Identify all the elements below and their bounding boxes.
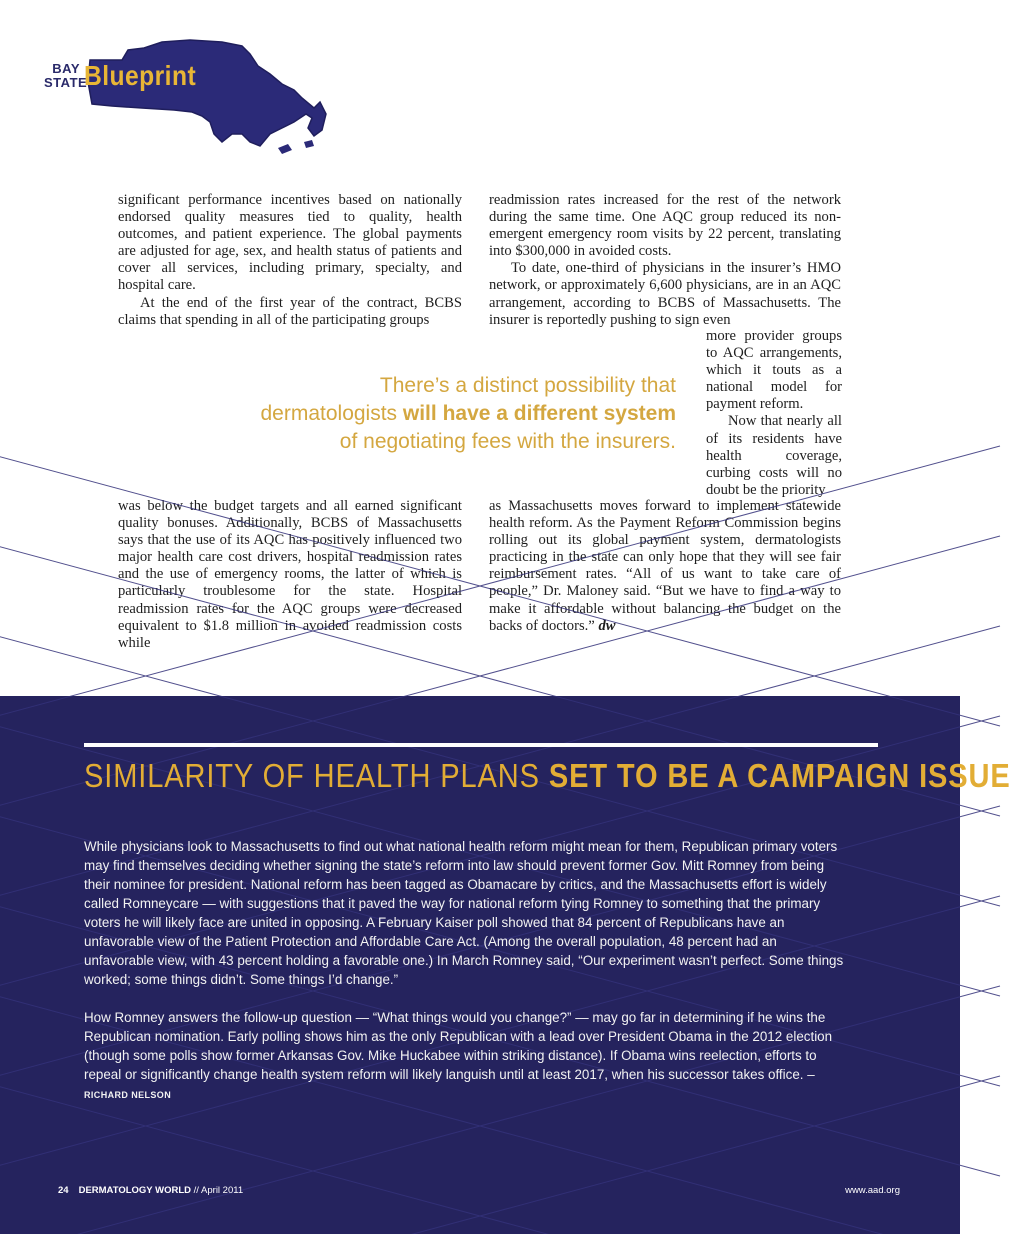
pull-quote: There’s a distinct possibility that dermatologists will have a different system of negotiating fees with the insurers. [260, 374, 676, 453]
paragraph: as Massachusetts moves forward to implement statewide health reform. As the Payment Reform Commission begins rolling out its global payment system, dermatologists practicing in the state can only hope that they will see fair reimbursement rates. “All of us want to take care of people,” Dr. Maloney said. “But we have to find a way to make it affordable without balancing the budget on the backs of doctors.” dw [489, 498, 841, 634]
logo-blueprint-text: Blueprint [84, 60, 197, 91]
paragraph: more provider groups to AQC arrangements, which it touts as a national model for payment reform. [706, 328, 842, 413]
bay-state-blueprint-logo [44, 38, 294, 158]
footer [58, 1185, 243, 1196]
article-column-right-narrow [706, 328, 842, 499]
sidebar-title: SIMILARITY OF HEALTH PLANS SET TO BE A CAMPAIGN ISSUE [84, 757, 1011, 794]
paragraph: At the end of the first year of the contract, BCBS claims that spending in all of the participating groups [118, 294, 462, 328]
article-column-right-bottom [489, 498, 841, 635]
sidebar-body [84, 837, 844, 1124]
article-column-left-top [118, 192, 462, 329]
magazine-name: DERMATOLOGY WORLD [78, 1185, 191, 1196]
title-rule [84, 743, 878, 747]
author-signature: dw [598, 617, 616, 634]
campaign-issue-sidebar [0, 696, 1011, 1234]
paragraph: While physicians look to Massachusetts to find out what national health reform might mean for them, Republican primary voters may find themselves deciding whether signing the state’s reform into law should prevent former Gov. Mitt Romney from being their nominee for president. National reform has been tagged as Obamacare by critics, and the Massachusetts effort is widely called Romneycare — with suggestions that it paved the way for national reform tying Romney to something that the primary voters he will likely face are united in opposing. A February Kaiser poll showed that 84 percent of Republicans have an unfavorable view of the Patient Protection and Affordable Care Act. (Among the overall population, 48 percent had an unfavorable view, with 43 percent holding a favorable one.) In March Romney said, “Our experiment wasn’t perfect. Some things worked; some things didn’t. Some things I’d change.” [84, 839, 844, 987]
paragraph: To date, one-third of physicians in the insurer’s HMO network, or approximately 6,600 physicians, are in an AQC arrangement, according to BCBS of Massachusetts. The insurer is reportedly pushing to sign even [489, 260, 841, 328]
sidebar-author: RICHARD NELSON [84, 1090, 172, 1100]
paragraph: readmission rates increased for the rest of the network during the same time. One AQC group reduced its non-emergent emergency room visits by 22 percent, translating into $300,000 in avoided costs. [489, 192, 841, 260]
article-column-right-top [489, 192, 841, 329]
page-number: 24 [58, 1185, 69, 1196]
footer-url[interactable]: www.aad.org [845, 1185, 900, 1196]
issue-date: // April 2011 [191, 1185, 244, 1196]
massachusetts-map-icon [82, 38, 332, 158]
paragraph: was below the budget targets and all earned significant quality bonuses. Additionally, BCBS of Massachusetts says that the use of its AQC has positively influenced two major health care cost drivers, hospital readmission rates and the use of emergency rooms, the latter of which is particularly troublesome for the state. Hospital readmission rates for the AQC groups were decreased equivalent to $1.8 million in avoided readmission costs while [118, 498, 462, 651]
logo-bay-state-text: BAY STATE [44, 61, 88, 90]
article-column-left-bottom [118, 498, 462, 652]
paragraph: Now that nearly all of its residents have health coverage, curbing costs will no doubt be the priority [706, 413, 842, 498]
paragraph: How Romney answers the follow-up question — “What things would you change?” — may go far in determining if he wins the Republican nomination. Early polling shows him as the only Republican with a lead over President Obama in the 2012 election (though some polls show former Arkansas Gov. Mike Huckabee within striking distance). If Obama wins reelection, efforts to repeal or significantly change health system reform will likely languish until at least 2017, when his successor takes office. – RICHARD NELSON [84, 1010, 833, 1100]
paragraph: significant performance incentives based on nationally endorsed quality measures tied to quality, health outcomes, and patient experience. The global payments are adjusted for age, sex, and health status of patients and cover all services, including primary, specialty, and hospital care. [118, 192, 462, 294]
